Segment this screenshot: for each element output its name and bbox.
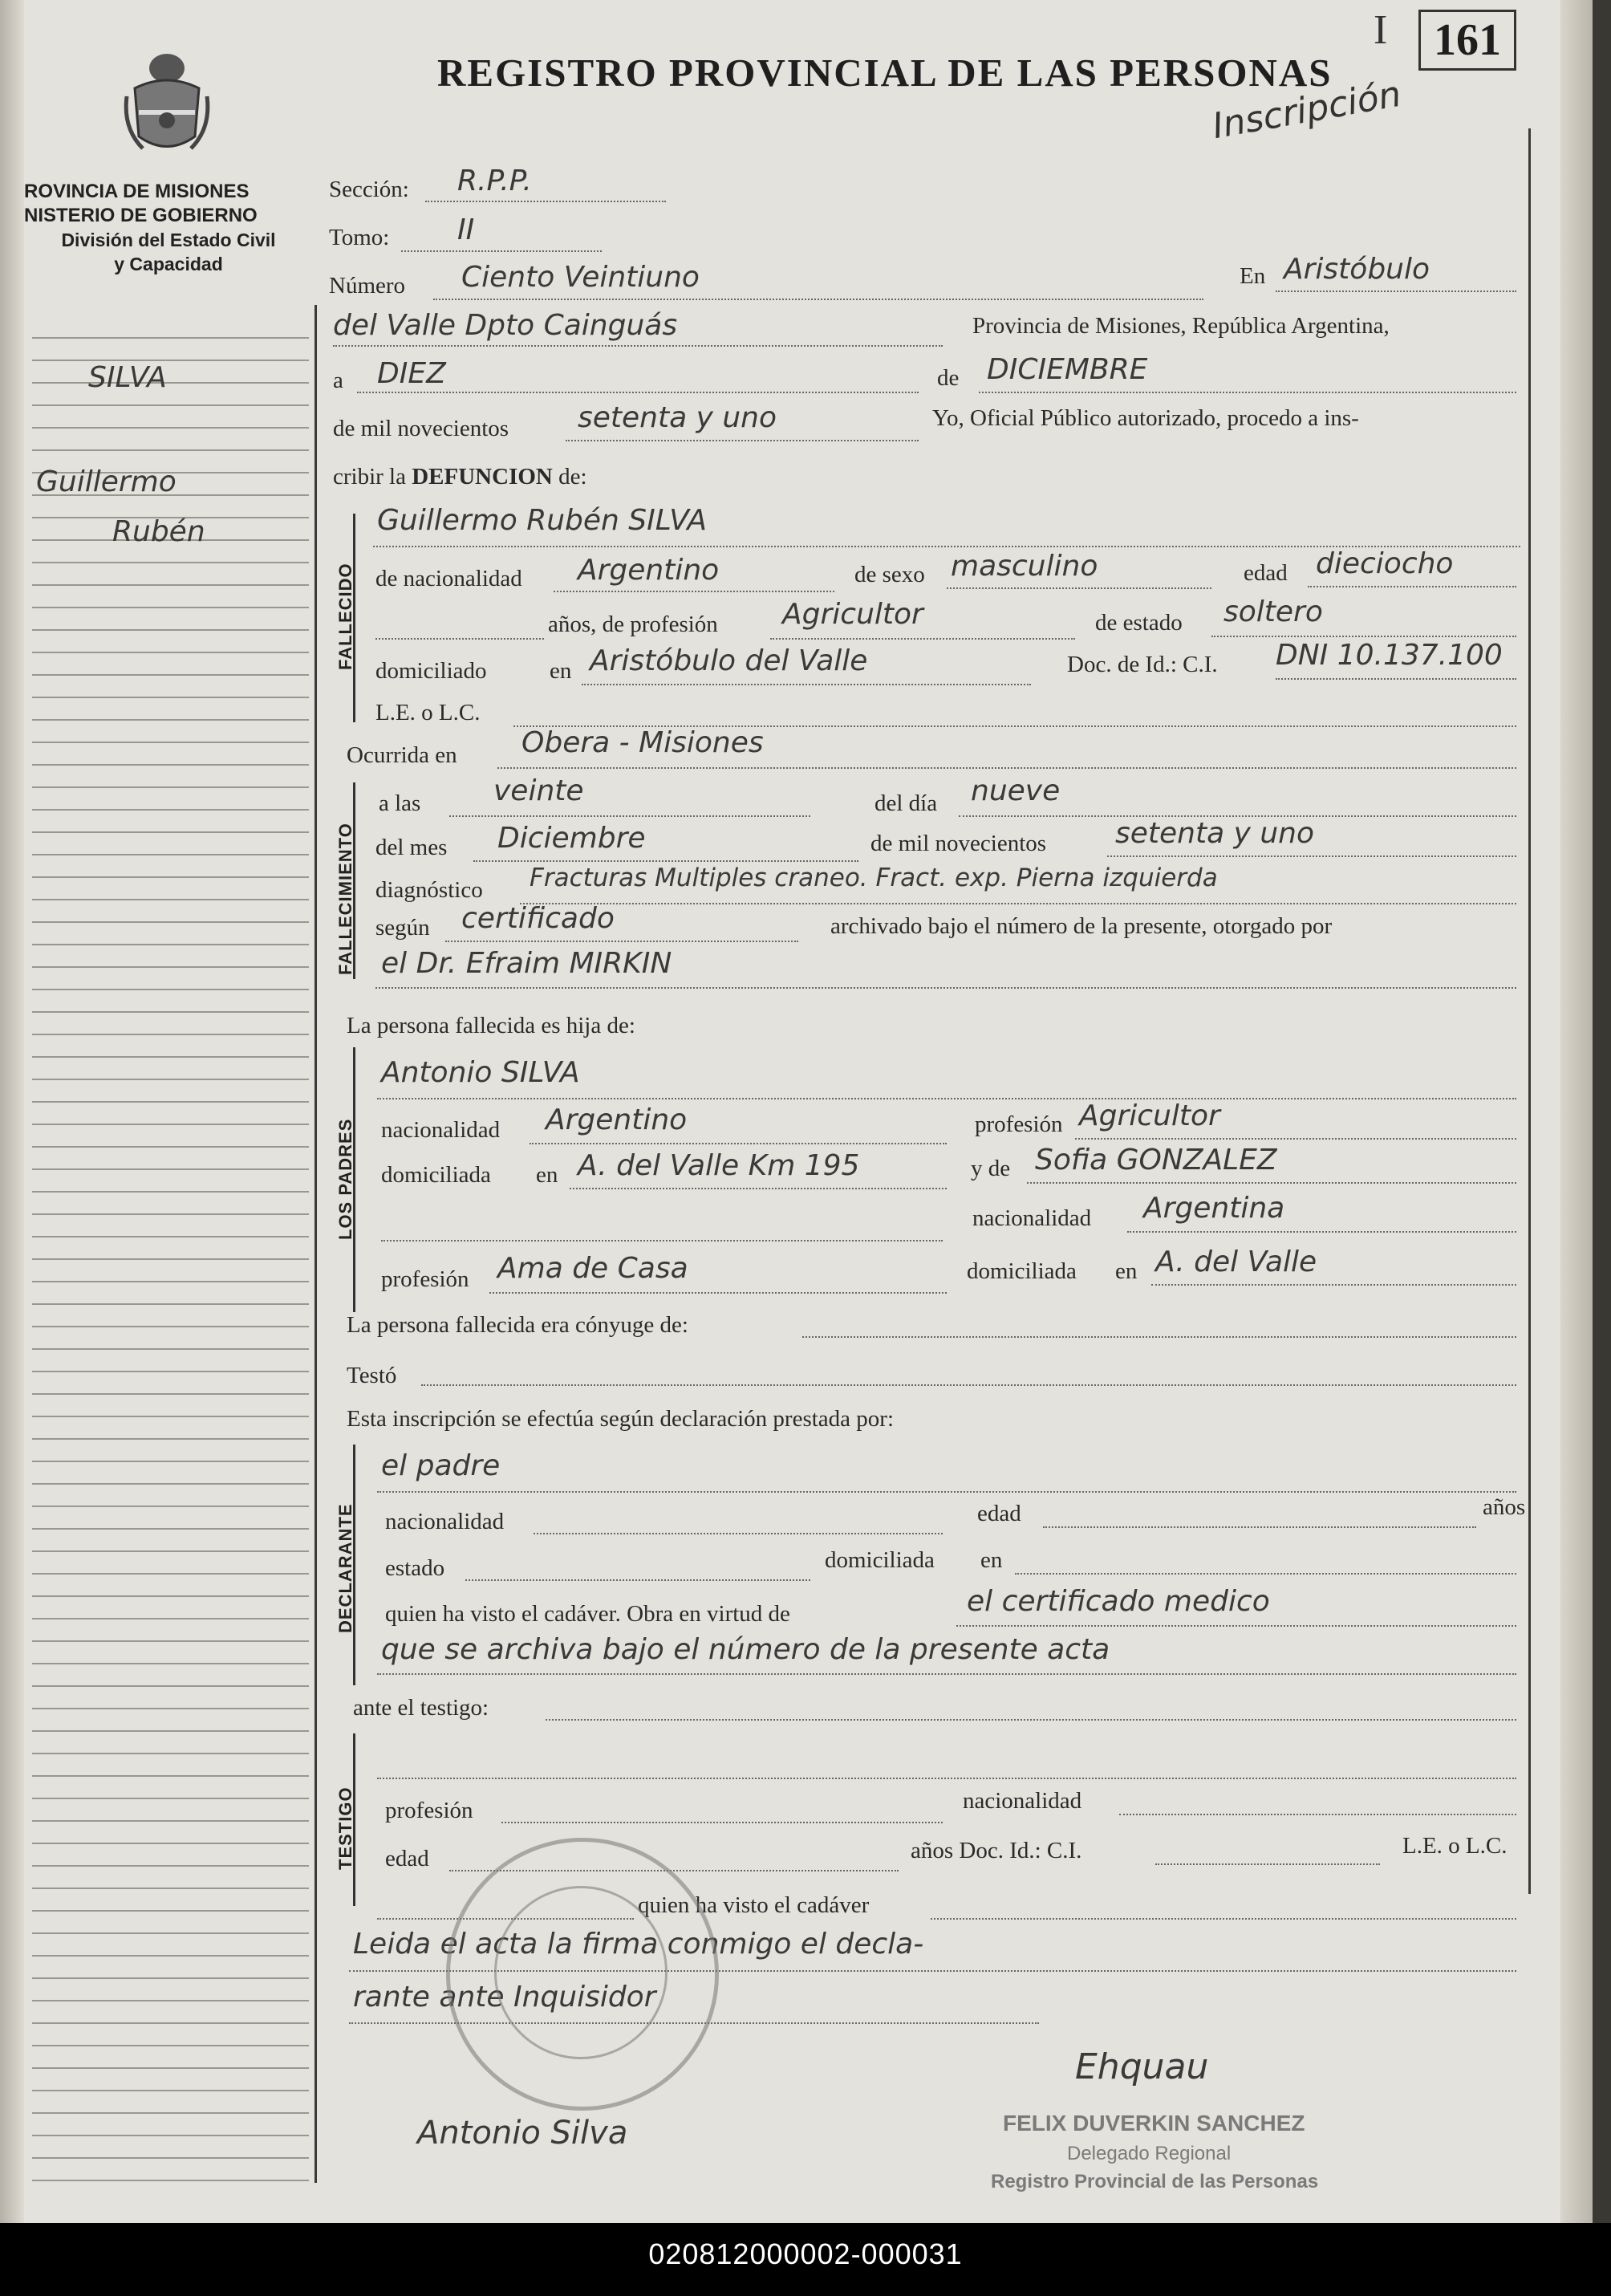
- official-role-stamp: Delegado Regional: [1067, 2143, 1232, 2164]
- fallecido-edad-label: edad: [1244, 560, 1288, 586]
- declarante-nacionalidad-line: [534, 1533, 943, 1534]
- fallecido-estado-line: [1211, 636, 1516, 637]
- fallecido-anios-label: años, de profesión: [548, 612, 718, 637]
- diagnostico-label: diagnóstico: [375, 877, 483, 903]
- padre-nacionalidad: Argentino: [546, 1103, 688, 1136]
- numero-line: [433, 299, 1203, 300]
- margin-ruled-line: [32, 584, 309, 586]
- fallecido-anios-line: [375, 638, 544, 640]
- margin-ruled-line: [32, 1955, 309, 1957]
- madre-nacionalidad-line: [1127, 1231, 1516, 1233]
- margin-ruled-line: [32, 2067, 309, 2069]
- margin-ruled-line: [32, 1011, 309, 1013]
- margin-ruled-line: [32, 607, 309, 608]
- madre-profesion: Ama de Casa: [497, 1252, 688, 1285]
- fallecido-estado: soltero: [1223, 595, 1323, 628]
- diagnostico-line: [520, 903, 1516, 904]
- testigo-visto-label: quien ha visto el cadáver: [638, 1892, 870, 1918]
- margin-ruled-line: [32, 1865, 309, 1867]
- margin-ruled-line: [32, 1416, 309, 1417]
- margin-ruled-line: [32, 1910, 309, 1912]
- fallecido-nombre: Guillermo Rubén SILVA: [377, 504, 708, 537]
- ocurrida-label: Ocurrida en: [347, 742, 457, 768]
- padre-nombre: Antonio SILVA: [381, 1056, 580, 1089]
- seccion-value: R.P.P.: [457, 165, 532, 197]
- declarante-nombre: el padre: [381, 1449, 501, 1482]
- margin-ruled-line: [32, 966, 309, 968]
- dia-line: [357, 392, 919, 393]
- margin-ruled-line: [32, 337, 309, 339]
- margin-ruled-line: [32, 764, 309, 766]
- anio-fallecimiento-value: setenta y uno: [1115, 817, 1315, 850]
- fallecido-domicilio-label: domiciliado: [375, 658, 487, 684]
- margin-ruled-line: [32, 1820, 309, 1822]
- testigo-nacionalidad-label: nacionalidad: [963, 1788, 1082, 1814]
- margin-ruled-line: [32, 1461, 309, 1462]
- margin-ruled-line: [32, 1932, 309, 1934]
- margin-ruled-line: [32, 1101, 309, 1103]
- en-value: Aristóbulo: [1284, 253, 1430, 286]
- segun-line: [445, 941, 798, 942]
- fallecido-domicilio: Aristóbulo del Valle: [590, 644, 868, 677]
- fallecido-nacionalidad-label: de nacionalidad: [375, 566, 522, 591]
- margin-ruled-line: [32, 1236, 309, 1237]
- padre-domicilio: A. del Valle Km 195: [578, 1149, 860, 1182]
- margin-ruled-line: [32, 1775, 309, 1777]
- declarante-anios-label: años: [1483, 1494, 1526, 1520]
- padre-profesion: Agricultor: [1079, 1099, 1220, 1132]
- anio-value: setenta y uno: [578, 401, 777, 434]
- margin-ruled-line: [32, 2090, 309, 2091]
- testigo-profesion-line: [501, 1822, 943, 1823]
- margin-ruled-line: [32, 1730, 309, 1732]
- margin-ruled-line: [32, 562, 309, 563]
- segun-label: según: [375, 915, 430, 941]
- declarante-virtud2: que se archiva bajo el número de la presente acta: [381, 1633, 1110, 1666]
- office-capacity: y Capacidad: [114, 254, 223, 274]
- fallecido-doc-line: [1276, 678, 1516, 680]
- margin-ruled-line: [32, 876, 309, 878]
- madre-domicilio-line: [1151, 1284, 1516, 1286]
- margin-ruled-line: [32, 2112, 309, 2114]
- fallecido-sexo: masculino: [951, 550, 1098, 583]
- margin-ruled-line: [32, 1798, 309, 1799]
- medico-line: [375, 987, 1516, 989]
- anio-fallecimiento-label: de mil novecientos: [870, 831, 1047, 856]
- margin-ruled-line: [32, 989, 309, 990]
- madre-nombre-line: [1027, 1182, 1516, 1184]
- margin-ruled-line: [32, 427, 309, 429]
- a-label: a: [333, 368, 343, 393]
- fallecido-domicilio-line: [582, 684, 1031, 685]
- testo-label: Testó: [347, 1363, 397, 1388]
- ocurrida-value: Obera - Misiones: [521, 726, 764, 759]
- padre-nombre-line: [377, 1098, 1516, 1099]
- declarante-domicilio-line: [1015, 1573, 1516, 1575]
- padres-intro: La persona fallecida es hija de:: [347, 1013, 635, 1038]
- margin-ruled-line: [32, 1888, 309, 1889]
- conyuge-label: La persona fallecida era cónyuge de:: [347, 1312, 688, 1338]
- fallecido-sexo-line: [947, 587, 1211, 589]
- seccion-line: [425, 201, 666, 202]
- fallecimiento-side-label: FALLECIMIENTO: [335, 823, 355, 975]
- madre-domicilio: A. del Valle: [1155, 1246, 1317, 1278]
- office-division: División del Estado Civil: [61, 230, 276, 250]
- fallecido-nacionalidad: Argentino: [578, 554, 720, 587]
- margin-ruled-line: [32, 2022, 309, 2024]
- declarante-signature: Antonio Silva: [417, 2115, 628, 2152]
- margin-ruled-line: [32, 1550, 309, 1552]
- margin-ruled-line: [32, 1438, 309, 1440]
- page-binding: [0, 0, 24, 2223]
- inscribir-text: [333, 464, 587, 490]
- margin-ruled-line: [32, 1528, 309, 1530]
- diagnostico-value: Fracturas Multiples craneo. Fract. exp. Pierna izquierda: [530, 864, 1218, 892]
- margin-given-name-1: Guillermo: [36, 465, 177, 498]
- declarante-en-label: en: [980, 1547, 1003, 1573]
- margin-ruled-line: [32, 382, 309, 384]
- official-name-stamp: FELIX DUVERKIN SANCHEZ: [1003, 2111, 1305, 2135]
- fallecido-estado-label: de estado: [1095, 610, 1183, 636]
- fallecido-le-label: L.E. o L.C.: [375, 700, 481, 725]
- margin-ruled-line: [32, 1191, 309, 1193]
- madre-nacionalidad-label: nacionalidad: [972, 1205, 1092, 1231]
- margin-ruled-line: [32, 449, 309, 451]
- testigo-profesion-label: profesión: [385, 1798, 473, 1823]
- mes-value: DICIEMBRE: [987, 353, 1148, 386]
- cierre-linea-2: rante ante Inquisidor: [353, 1981, 656, 2014]
- declarante-edad-line: [1043, 1526, 1476, 1528]
- margin-ruled-line: [32, 1843, 309, 1844]
- seccion-label: Sección:: [329, 177, 409, 202]
- numero-label: Número: [329, 273, 406, 299]
- fallecido-en-label: en: [550, 658, 572, 684]
- margin-ruled-line: [32, 1573, 309, 1575]
- en-line: [1276, 291, 1516, 292]
- mes-fallecimiento-value: Diciembre: [497, 822, 646, 855]
- margin-ruled-line: [32, 674, 309, 676]
- margin-ruled-line: [32, 1506, 309, 1507]
- padre-domicilio-line: [570, 1188, 947, 1189]
- margin-ruled-line: [32, 1685, 309, 1687]
- padre-profesion-label: profesión: [975, 1111, 1063, 1137]
- margin-ruled-line: [32, 1618, 309, 1619]
- padre-domiciliada-label: domiciliada: [381, 1162, 491, 1188]
- margin-divider: [314, 305, 317, 2183]
- inscription-stamp: Inscripción: [1209, 73, 1405, 148]
- testigo-doc-line: [1155, 1863, 1380, 1865]
- margin-ruled-line: [32, 404, 309, 406]
- declarante-intro: Esta inscripción se efectúa según declaración prestada por:: [347, 1406, 895, 1432]
- registry-stamp: Registro Provincial de las Personas: [991, 2171, 1319, 2192]
- defuncion-text: DEFUNCION: [412, 464, 553, 490]
- padre-profesion-line: [1075, 1138, 1516, 1140]
- office-province: ROVINCIA DE MISIONES: [24, 181, 250, 202]
- margin-surname: SILVA: [88, 361, 167, 394]
- margin-ruled-line: [32, 719, 309, 721]
- testigo-le-label: L.E. o L.C.: [1402, 1833, 1508, 1859]
- testigo-nombre-line: [377, 1778, 1516, 1779]
- declarante-nacionalidad-label: nacionalidad: [385, 1509, 505, 1534]
- anio-label: de mil novecientos: [333, 416, 509, 441]
- margin-ruled-line: [32, 1281, 309, 1282]
- margin-ruled-line: [32, 1213, 309, 1215]
- segun-value: certificado: [461, 902, 615, 935]
- official-signature: Ehquau: [1075, 2046, 1209, 2087]
- fallecido-profesion: Agricultor: [782, 598, 923, 631]
- dia-fallecimiento-value: nueve: [971, 774, 1061, 807]
- margin-ruled-line: [32, 1640, 309, 1642]
- madre-profesion-label: profesión: [381, 1266, 469, 1292]
- margin-ruled-line: [32, 1146, 309, 1148]
- padre-en-label: en: [536, 1162, 558, 1188]
- form-right-border: [1528, 128, 1531, 1894]
- anio-fallecimiento-line: [1107, 855, 1516, 857]
- margin-given-name-2: Rubén: [112, 515, 205, 548]
- declarante-virtud-line: [956, 1625, 1516, 1627]
- folio-number: 161: [1418, 10, 1516, 71]
- hora-label: a las: [379, 790, 421, 816]
- anio-line: [566, 440, 919, 441]
- padre-nacionalidad-label: nacionalidad: [381, 1117, 501, 1143]
- declarante-domiciliada-label: domiciliada: [825, 1547, 935, 1573]
- folio-mark: I: [1374, 7, 1388, 53]
- margin-ruled-line: [32, 1034, 309, 1035]
- margin-ruled-line: [32, 1168, 309, 1170]
- margin-ruled-line: [32, 899, 309, 900]
- ocurrida-line: [497, 767, 1516, 769]
- mes-fallecimiento-line: [473, 860, 858, 862]
- image-caption: 020812000002-000031: [648, 2237, 963, 2270]
- tomo-line: [401, 250, 602, 252]
- del-mes-label: del mes: [375, 835, 448, 860]
- testigo-visto-line: [931, 1918, 1516, 1920]
- madre-profesion-line: [489, 1292, 947, 1294]
- margin-ruled-line: [32, 742, 309, 743]
- margin-ruled-line: [32, 831, 309, 833]
- margin-ruled-line: [32, 629, 309, 631]
- de-text: de:: [558, 464, 587, 490]
- coat-of-arms-icon: [119, 40, 215, 161]
- declarante-virtud2-line: [377, 1673, 1516, 1675]
- page-edge-shadow: [1560, 0, 1593, 2223]
- tomo-value: II: [457, 213, 475, 246]
- declarante-side-label: DECLARANTE: [335, 1503, 355, 1633]
- margin-ruled-line: [32, 1258, 309, 1260]
- lugar-value: del Valle Dpto Cainguás: [333, 309, 678, 342]
- margin-ruled-line: [32, 1393, 309, 1395]
- y-de-label: y de: [971, 1156, 1011, 1181]
- testo-line: [421, 1384, 1516, 1386]
- page-title: REGISTRO PROVINCIAL DE LAS PERSONAS: [437, 51, 1333, 95]
- margin-ruled-line: [32, 921, 309, 923]
- fallecido-edad: dieciocho: [1316, 547, 1454, 580]
- dia-value: DIEZ: [377, 357, 446, 390]
- padres-side-label: LOS PADRES: [335, 1118, 355, 1240]
- margin-ruled-line: [32, 854, 309, 855]
- margin-ruled-line: [32, 2180, 309, 2181]
- numero-value: Ciento Veintiuno: [461, 261, 700, 294]
- margin-ruled-line: [32, 1753, 309, 1754]
- margin-ruled-line: [32, 1595, 309, 1597]
- margin-ruled-line: [32, 1348, 309, 1350]
- declarante-estado-label: estado: [385, 1555, 445, 1581]
- margin-ruled-line: [32, 2157, 309, 2159]
- madre-nombre: Sofia GONZALEZ: [1035, 1144, 1277, 1176]
- fallecido-edad-line: [1308, 586, 1516, 587]
- cribir-text: cribir la: [333, 464, 406, 490]
- archivado-text: archivado bajo el número de la presente, otorgado por: [830, 913, 1333, 939]
- margin-ruled-line: [32, 2000, 309, 2001]
- lugar-line: [333, 345, 943, 347]
- declarante-edad-label: edad: [977, 1501, 1021, 1526]
- margin-ruled-line: [32, 1708, 309, 1709]
- fallecido-sexo-label: de sexo: [854, 562, 925, 587]
- declarante-visto-label: quien ha visto el cadáver. Obra en virtud de: [385, 1601, 790, 1627]
- margin-ruled-line: [32, 652, 309, 653]
- fallecido-profesion-line: [770, 638, 1075, 640]
- margin-ruled-line: [32, 1371, 309, 1372]
- margin-ruled-line: [32, 1663, 309, 1664]
- margin-ruled-line: [32, 809, 309, 811]
- margin-ruled-line: [32, 1303, 309, 1305]
- tomo-label: Tomo:: [329, 225, 390, 250]
- madre-domiciliada-label: domiciliada: [967, 1258, 1077, 1284]
- margin-ruled-line: [32, 944, 309, 945]
- mes-line: [979, 392, 1516, 393]
- testigo-intro: ante el testigo:: [353, 1695, 489, 1721]
- declarante-nombre-line: [377, 1491, 1516, 1493]
- cierre-linea-1: Leida el acta la firma conmigo el decla-: [353, 1928, 924, 1961]
- de-label: de: [937, 365, 960, 391]
- declarante-virtud: el certificado medico: [967, 1585, 1270, 1618]
- fallecido-nacionalidad-line: [554, 591, 834, 592]
- testigo-nacionalidad-line: [1119, 1814, 1516, 1815]
- margin-ruled-line: [32, 1326, 309, 1327]
- provincia-text: Provincia de Misiones, República Argentina,: [972, 313, 1390, 339]
- testigo-edad-label: edad: [385, 1846, 429, 1871]
- testigo-side-label: TESTIGO: [335, 1786, 355, 1870]
- office-ministry: NISTERIO DE GOBIERNO: [24, 205, 258, 226]
- margin-ruled-line: [32, 697, 309, 698]
- hora-value: veinte: [493, 774, 584, 807]
- fallecido-doc-label: Doc. de Id.: C.I.: [1067, 652, 1218, 677]
- hora-line: [449, 815, 810, 817]
- en-label: En: [1240, 263, 1266, 289]
- margin-ruled-line: [32, 1977, 309, 1979]
- madre-en-label: en: [1115, 1258, 1138, 1284]
- margin-ruled-line: [32, 1056, 309, 1058]
- official-seal-inner: [494, 1886, 668, 2059]
- medico-value: el Dr. Efraim MIRKIN: [381, 947, 672, 980]
- padre-extra-line: [381, 1240, 943, 1241]
- declarante-estado-line: [465, 1579, 810, 1581]
- testigo-anios-doc-label: años Doc. Id.: C.I.: [911, 1838, 1082, 1863]
- issuing-office-block: [24, 180, 313, 276]
- testigo-intro-line: [546, 1719, 1516, 1721]
- del-dia-label: del día: [874, 790, 938, 816]
- margin-ruled-line: [32, 1124, 309, 1125]
- madre-nacionalidad: Argentina: [1143, 1192, 1285, 1225]
- margin-ruled-line: [32, 786, 309, 788]
- fallecido-side-label: FALLECIDO: [335, 563, 355, 670]
- margin-ruled-line: [32, 1079, 309, 1080]
- margin-ruled-line: [32, 360, 309, 361]
- conyuge-line: [802, 1336, 1516, 1338]
- fallecido-doc: DNI 10.137.100: [1276, 639, 1503, 672]
- oficial-text: Yo, Oficial Público autorizado, procedo a ins-: [932, 405, 1359, 431]
- margin-ruled-line: [32, 1483, 309, 1485]
- margin-ruled-line: [32, 2045, 309, 2046]
- padre-nacionalidad-line: [530, 1143, 947, 1144]
- margin-ruled-line: [32, 2135, 309, 2136]
